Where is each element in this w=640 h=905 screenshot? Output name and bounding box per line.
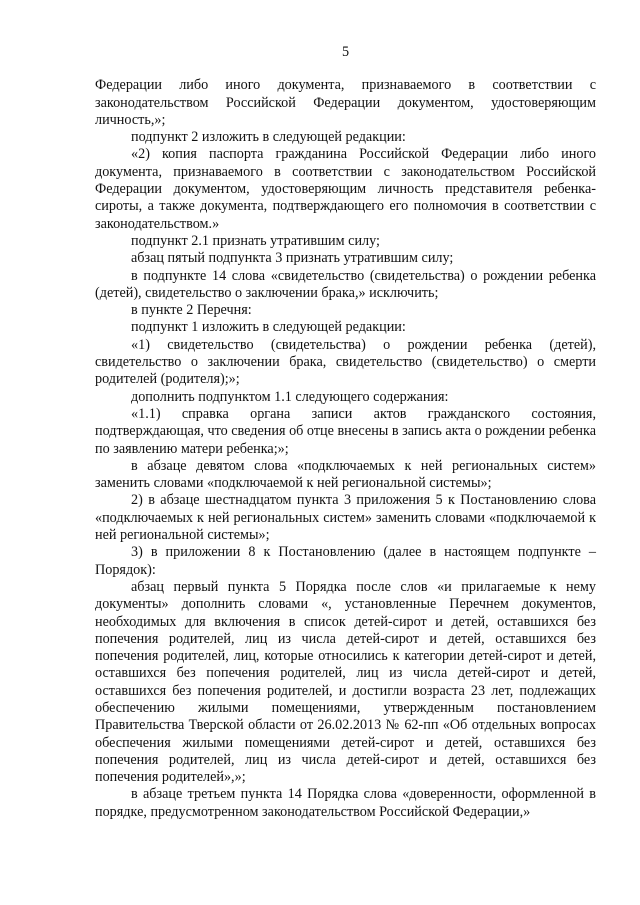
paragraph: в абзаце третьем пункта 14 Порядка слова «доверенности, оформленной в порядке, предусмотренном законодательством Российской Федерации,» <box>95 786 596 820</box>
document-body <box>95 77 596 821</box>
paragraph: 2) в абзаце шестнадцатом пункта 3 приложения 5 к Постановлению слова «подключаемых к ней региональных систем» заменить словами «подключаемой к ней региональной системы»; <box>95 492 596 544</box>
paragraph: «2) копия паспорта гражданина Российской Федерации либо иного документа, признаваемого в соответствии с законодательством Российской Федерации документом, удостоверяющим личность представителя ребенка-сироты, а также документа, подтверждающего его полномочия в соответствии с законодательством.» <box>95 146 596 232</box>
paragraph: «1.1) справка органа записи актов гражданского состояния, подтверждающая, что сведения об отце внесены в запись акта о рождении ребенка по заявлению матери ребенка;»; <box>95 405 596 457</box>
paragraph: 3) в приложении 8 к Постановлению (далее в настоящем подпункте – Порядок): <box>95 544 596 578</box>
paragraph: Федерации либо иного документа, признаваемого в соответствии с законодательством Российской Федерации документом, удостоверяющим личность,»; <box>95 77 596 128</box>
paragraph: «1) свидетельство (свидетельства) о рождении ребенка (детей), свидетельство о заключении брака, свидетельство (свидетельство) о смерти родителей (родителя);»; <box>95 336 596 388</box>
paragraph: подпункт 2 изложить в следующей редакции: <box>131 129 406 146</box>
paragraph: дополнить подпунктом 1.1 следующего содержания: <box>131 388 449 405</box>
paragraph: абзац первый пункта 5 Порядка после слов «и прилагаемые к нему документы» дополнить словами «, установленные Перечнем документов, необходимых для включения в список детей-сирот и детей, оставшихся без попечения родителей, лиц из числа детей-сирот и детей, оставшихся без попечения родителей, лиц, которые относились к категории детей-сирот и детей, оставшихся без попечения родителей, лиц из числа детей-сирот и детей, оставшихся без попечения родителей, и достигли возраста 23 лет, подлежащих обеспечению жилыми помещениями, утвержденным постановлением Правительства Тверской области от 26.02.2013 № 62-пп «Об отдельных вопросах обеспечения жилыми помещениями детей-сирот и детей, оставшихся без попечения родителей, лиц из числа детей-сирот и детей, оставшихся без попечения родителей»,»; <box>95 578 596 786</box>
page-number: 5 <box>341 44 350 60</box>
paragraph: в абзаце девятом слова «подключаемых к ней региональных систем» заменить словами «подключаемой к ней региональной системы»; <box>95 457 596 492</box>
paragraph: абзац пятый подпункта 3 признать утратившим силу; <box>131 250 454 267</box>
paragraph: в пункте 2 Перечня: <box>131 302 252 319</box>
paragraph: подпункт 2.1 признать утратившим силу; <box>131 232 380 249</box>
paragraph: в подпункте 14 слова «свидетельство (свидетельства) о рождении ребенка (детей), свидетельство о заключении брака,» исключить; <box>95 267 596 301</box>
paragraph: подпункт 1 изложить в следующей редакции: <box>131 319 406 336</box>
